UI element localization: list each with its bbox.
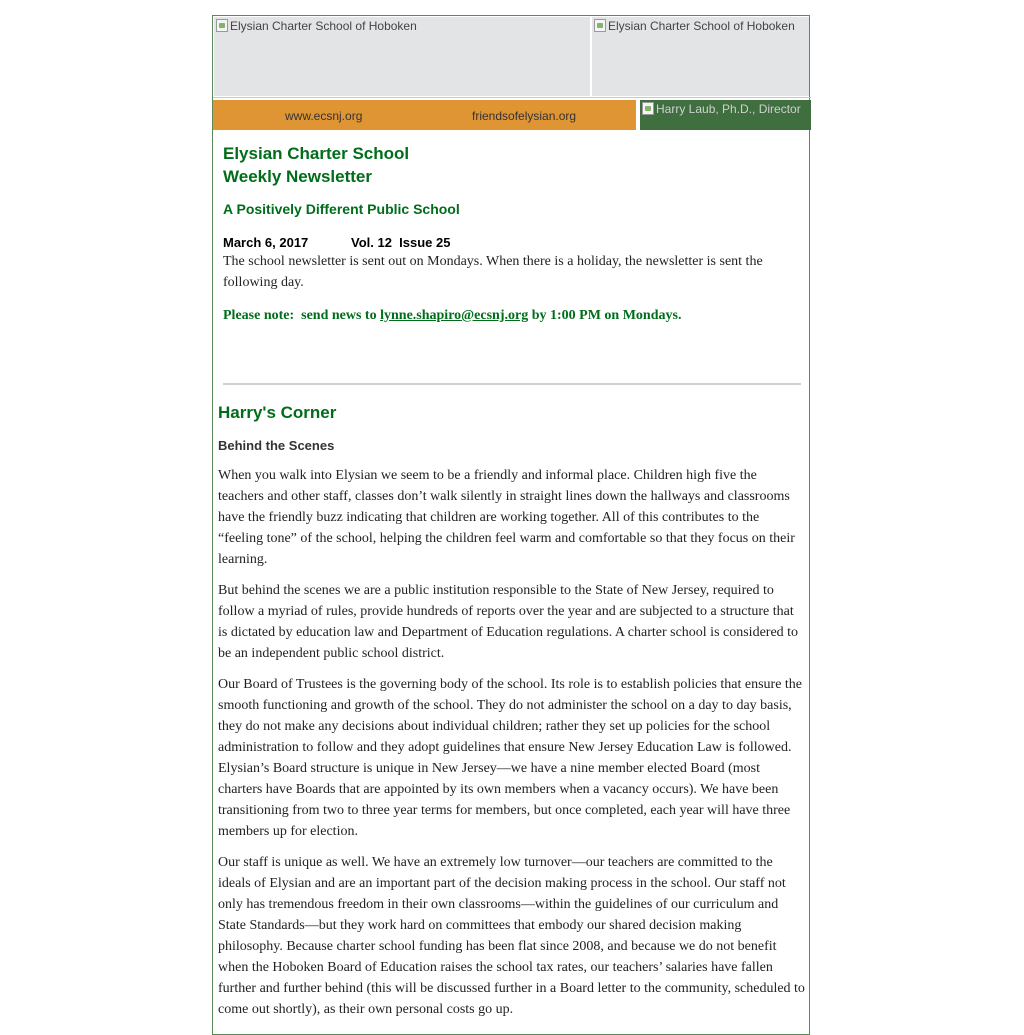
website-links-bar xyxy=(213,100,636,130)
issue-date: March 6, 2017 xyxy=(223,235,309,250)
website-link[interactable]: www.ecsnj.org xyxy=(285,109,363,123)
director-alt: Harry Laub, Ph.D., Director xyxy=(656,102,801,116)
tagline: A Positively Different Public School xyxy=(223,201,460,217)
broken-image-icon xyxy=(594,19,606,32)
banner-row xyxy=(213,16,811,97)
article-paragraph: Our Board of Trustees is the governing body of the school. Its role is to establish policies that ensure the smooth functioning and growth of the school. They do not administer the school on a day to day basis, they do not make any decisions about individual children; rather they set up policies for the school administration to follow and they adopt guidelines that ensure New Jersey Education Law is followed. Elysian’s Board structure is unique in New Jersey—we have a nine member elected Board (most charters have Boards that are appointed by its own members when a vacancy occurs). We have been transitioning from two to three year terms for members, but once completed, each year will have three members up for election. xyxy=(218,677,803,839)
note-prefix: Please note: send news to xyxy=(223,308,381,323)
banner-left-alt: Elysian Charter School of Hoboken xyxy=(230,19,417,33)
email-link[interactable]: lynne.shapiro@ecsnj.org xyxy=(380,308,529,323)
school-banner-image xyxy=(214,17,590,96)
director-image xyxy=(640,100,811,130)
schedule-text: The school newsletter is sent out on Mondays. When there is a holiday, the newsletter is sent the following day. xyxy=(223,254,763,290)
issue-info xyxy=(223,234,801,251)
harrys-corner-article xyxy=(218,402,805,1020)
school-banner-image-right xyxy=(592,17,809,96)
newsletter-title: Weekly Newsletter xyxy=(223,167,372,186)
broken-image-icon xyxy=(216,19,228,32)
school-name: Elysian Charter School xyxy=(223,144,410,163)
volume-issue: Vol. 12 Issue 25 xyxy=(351,235,451,250)
section-divider xyxy=(223,383,801,385)
newsletter-heading xyxy=(223,142,801,188)
article-paragraph: Our staff is unique as well. We have an extremely low turnover—our teachers are committed to the ideals of Elysian and are an important part of the decision making process in the school. Our staff not only has tremendous freedom in their own classrooms—within the guidelines of our curriculum and State Standards—but they work hard on committees that embody our shared decision making philosophy. Because charter school funding has been flat since 2008, and because we do not benefit when the Hoboken Board of Education raises the school tax rates, our teachers’ salaries have fallen further and further behind (this will be discussed further in a Board letter to the community, scheduled to come out shortly), as their own personal costs go up. xyxy=(218,855,805,1017)
submission-note xyxy=(223,305,801,326)
friends-website-link[interactable]: friendsofelysian.org xyxy=(472,109,577,123)
header-divider xyxy=(213,97,811,98)
newsletter-page xyxy=(212,15,810,1035)
banner-right-alt: Elysian Charter School of Hoboken xyxy=(608,19,795,33)
section-title: Harry's Corner xyxy=(218,403,337,422)
article-paragraph: But behind the scenes we are a public institution responsible to the State of New Jersey, required to follow a myriad of rules, provide hundreds of reports over the year and are subjected to a structure that is dictated by education law and Department of Education regulations. A charter school is considered to be an independent public school district. xyxy=(218,583,799,661)
broken-image-icon xyxy=(642,102,654,115)
article-heading: Behind the Scenes xyxy=(218,438,335,453)
article-paragraph: When you walk into Elysian we seem to be a friendly and informal place. Children high five the teachers and other staff, classes don’t walk silently in straight lines down the hallways and classrooms have the friendly buzz indicating that children are working together. All of this contributes to the “feeling tone” of the school, helping the children feel warm and comfortable so that they focus on their learning. xyxy=(218,468,795,567)
note-suffix: by 1:00 PM on Mondays. xyxy=(528,308,682,323)
intro-section xyxy=(223,142,801,326)
